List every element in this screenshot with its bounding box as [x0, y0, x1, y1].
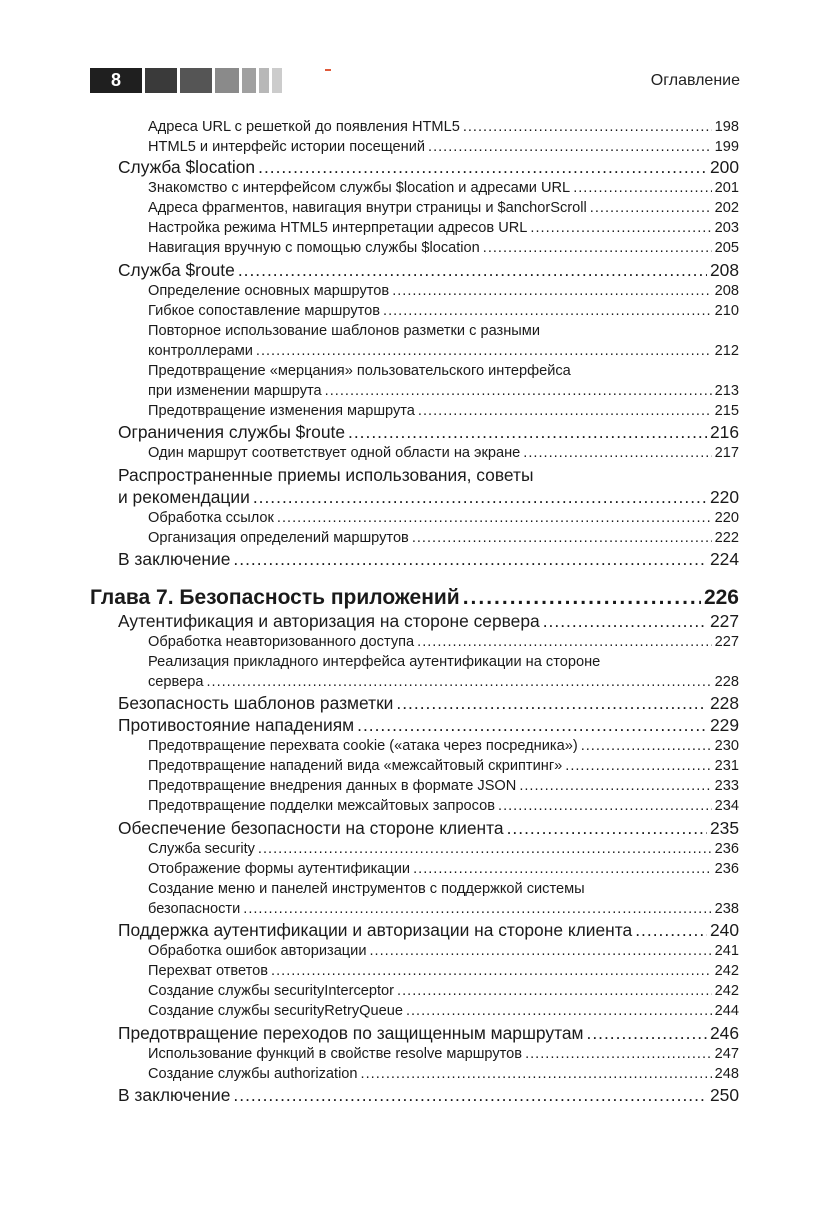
toc-entry-title: В заключение — [118, 1085, 231, 1105]
toc-entry-title: Безопасность шаблонов разметки — [118, 693, 394, 713]
toc-entry — [148, 672, 739, 692]
toc-entry-title: Служба security — [148, 841, 255, 857]
toc-entry-page: 213 — [714, 383, 739, 399]
toc-entry — [118, 610, 739, 632]
toc-entry — [148, 1064, 739, 1084]
toc-chapter — [90, 584, 739, 612]
toc-entry-page: 208 — [709, 260, 739, 280]
toc-entry-title: Повторное использование шаблонов разметки с разными — [148, 323, 540, 339]
toc-entry — [148, 756, 739, 776]
toc-entry-page: 203 — [714, 220, 739, 236]
toc-entry — [148, 632, 739, 652]
toc-entry-title: Перехват ответов — [148, 963, 269, 979]
toc-entry-title: Гибкое сопоставление маршрутов — [148, 303, 381, 319]
toc-entry-title: В заключение — [118, 549, 231, 569]
toc-entry-page: 229 — [709, 715, 739, 735]
toc-entry-page: 202 — [714, 200, 739, 216]
toc-entry — [148, 652, 739, 672]
toc-entry — [148, 198, 739, 218]
toc-entry-page: 248 — [714, 1066, 739, 1082]
toc-entry-title: Настройка режима HTML5 интерпретации адресов URL — [148, 220, 528, 236]
toc-entry — [148, 443, 739, 463]
toc-entry — [118, 156, 739, 178]
toc-entry-page: 228 — [714, 674, 739, 690]
toc-entry-page: 230 — [714, 738, 739, 754]
toc-entry-page: 250 — [709, 1085, 739, 1105]
accent-mark — [325, 69, 331, 71]
toc-entry-title: Ограничения службы $route — [118, 422, 345, 442]
toc-entry — [148, 401, 739, 421]
toc-entry-page: 242 — [714, 963, 739, 979]
toc-entry-title: Один маршрут соответствует одной области на экране — [148, 445, 521, 461]
toc-entry — [118, 919, 739, 941]
toc-entry — [148, 776, 739, 796]
toc-entry — [118, 1022, 739, 1044]
toc-entry-page: 236 — [714, 861, 739, 877]
toc-entry-title: Создание службы authorization — [148, 1066, 358, 1082]
toc-entry-page: 241 — [714, 943, 739, 959]
toc-entry — [118, 817, 739, 839]
toc-entry — [148, 859, 739, 879]
toc-entry-title: при изменении маршрута — [148, 383, 322, 399]
toc-entry-title: Знакомство с интерфейсом службы $location и адресами URL — [148, 180, 571, 196]
toc-entry-page: 233 — [714, 778, 739, 794]
toc-entry-page: 216 — [709, 422, 739, 442]
header-bar-4 — [242, 68, 256, 93]
header-bar-1 — [145, 68, 177, 93]
toc-entry-title: Служба $location — [118, 157, 256, 177]
toc-entry — [148, 281, 739, 301]
toc-entry-page: 247 — [714, 1046, 739, 1062]
toc-entry-page: 200 — [709, 157, 739, 177]
header-bar-6 — [272, 68, 282, 93]
toc-entry — [118, 421, 739, 443]
toc-entry — [148, 981, 739, 1001]
header-bar-2 — [180, 68, 212, 93]
toc-entry-title: Обработка ошибок авторизации — [148, 943, 367, 959]
toc-entry — [148, 137, 739, 157]
toc-entry-title: Создание службы securityRetryQueue — [148, 1003, 403, 1019]
toc-entry — [118, 714, 739, 736]
toc-entry — [148, 117, 739, 137]
page-header — [90, 68, 740, 94]
toc-entry — [148, 238, 739, 258]
toc-entry-title: Служба $route — [118, 260, 235, 280]
toc-entry — [118, 692, 739, 714]
toc-entry-title: Предотвращение переходов по защищенным маршрутам — [118, 1023, 584, 1043]
toc-entry — [118, 259, 739, 281]
running-title: Оглавление — [650, 72, 740, 89]
toc-entry-page: 212 — [714, 343, 739, 359]
toc-entry-page: 210 — [714, 303, 739, 319]
toc-entry — [148, 178, 739, 198]
toc-entry-title: Аутентификация и авторизация на стороне сервера — [118, 611, 540, 631]
toc-entry-page: 244 — [714, 1003, 739, 1019]
toc-entry-page: 215 — [714, 403, 739, 419]
toc-entry — [148, 218, 739, 238]
toc-entry-page: 222 — [714, 530, 739, 546]
toc-entry — [118, 548, 739, 570]
toc-entry-page: 227 — [709, 611, 739, 631]
toc-entry-page: 217 — [714, 445, 739, 461]
toc-entry-title: Обработка неавторизованного доступа — [148, 634, 415, 650]
toc-entry-title: Обеспечение безопасности на стороне клиента — [118, 818, 504, 838]
toc-entry-title: Адреса URL с решеткой до появления HTML5 — [148, 119, 460, 135]
toc-entry-title: Определение основных маршрутов — [148, 283, 390, 299]
toc-entry — [148, 736, 739, 756]
toc-entry — [148, 879, 739, 899]
toc-entry-title: Реализация прикладного интерфейса аутентификации на стороне — [148, 654, 601, 670]
toc-entry-title: Глава 7. Безопасность приложений — [90, 586, 460, 609]
toc-entry — [118, 464, 739, 486]
toc-entry — [148, 961, 739, 981]
toc-entry — [148, 361, 739, 381]
toc-entry-title: безопасности — [148, 901, 241, 917]
toc-entry-page: 242 — [714, 983, 739, 999]
toc-entry — [148, 508, 739, 528]
toc-entry-page: 208 — [714, 283, 739, 299]
toc-entry-page: 228 — [709, 693, 739, 713]
toc-entry — [148, 941, 739, 961]
toc-entry — [148, 1001, 739, 1021]
toc-entry-title: Поддержка аутентификации и авторизации на стороне клиента — [118, 920, 633, 940]
toc-entry-title: Обработка ссылок — [148, 510, 274, 526]
toc-entry-title: Предотвращение изменения маршрута — [148, 403, 415, 419]
toc-entry — [148, 321, 739, 341]
toc-entry-title: Адреса фрагментов, навигация внутри страницы и $anchorScroll — [148, 200, 587, 216]
toc-entry-page: 246 — [709, 1023, 739, 1043]
toc-entry-title: Распространенные приемы использования, советы — [118, 465, 534, 485]
toc-entry-page: 224 — [709, 549, 739, 569]
toc-entry-title: сервера — [148, 674, 204, 690]
toc-entry — [148, 839, 739, 859]
page-number: 8 — [90, 68, 142, 93]
toc-entry-page: 236 — [714, 841, 739, 857]
toc-entry-title: контроллерами — [148, 343, 253, 359]
toc-entry — [118, 1084, 739, 1106]
toc-entry — [148, 796, 739, 816]
toc-entry-page: 234 — [714, 798, 739, 814]
toc-entry — [148, 528, 739, 548]
toc-entry-title: Предотвращение «мерцания» пользовательского интерфейса — [148, 363, 571, 379]
toc-entry — [148, 301, 739, 321]
toc-entry-page: 238 — [714, 901, 739, 917]
toc-entry-title: Предотвращение внедрения данных в формате JSON — [148, 778, 517, 794]
toc-entry-title: Противостояние нападениям — [118, 715, 355, 735]
toc-entry — [148, 381, 739, 401]
toc-entry-title: Использование функций в свойстве resolve маршрутов — [148, 1046, 523, 1062]
toc-entry-page: 231 — [714, 758, 739, 774]
header-bar-3 — [215, 68, 239, 93]
toc-entry — [118, 486, 739, 508]
toc-entry-title: Создание меню и панелей инструментов с поддержкой системы — [148, 881, 585, 897]
toc-entry-title: Предотвращение перехвата cookie («атака через посредника») — [148, 738, 578, 754]
toc-entry-title: Отображение формы аутентификации — [148, 861, 411, 877]
toc-entry-page: 205 — [714, 240, 739, 256]
toc-entry-page: 226 — [703, 586, 739, 609]
toc-entry-title: Предотвращение подделки межсайтовых запросов — [148, 798, 496, 814]
toc-entry-page: 235 — [709, 818, 739, 838]
toc-entry-title: Навигация вручную с помощью службы $location — [148, 240, 480, 256]
toc-entry — [148, 899, 739, 919]
toc-entry-page: 201 — [714, 180, 739, 196]
toc-entry-page: 240 — [709, 920, 739, 940]
toc-entry-page: 199 — [714, 139, 739, 155]
toc-entry-page: 198 — [714, 119, 739, 135]
toc-entry-title: и рекомендации — [118, 487, 250, 507]
toc-entry — [148, 341, 739, 361]
header-bar-5 — [259, 68, 269, 93]
toc-entry-page: 227 — [714, 634, 739, 650]
toc-entry-title: Предотвращение нападений вида «межсайтовый скриптинг» — [148, 758, 563, 774]
toc-entry-title: Создание службы securityInterceptor — [148, 983, 395, 999]
toc-entry-title: HTML5 и интерфейс истории посещений — [148, 139, 426, 155]
toc-entry — [148, 1044, 739, 1064]
toc-entry-page: 220 — [714, 510, 739, 526]
toc-entry-page: 220 — [709, 487, 739, 507]
toc-entry-title: Организация определений маршрутов — [148, 530, 409, 546]
